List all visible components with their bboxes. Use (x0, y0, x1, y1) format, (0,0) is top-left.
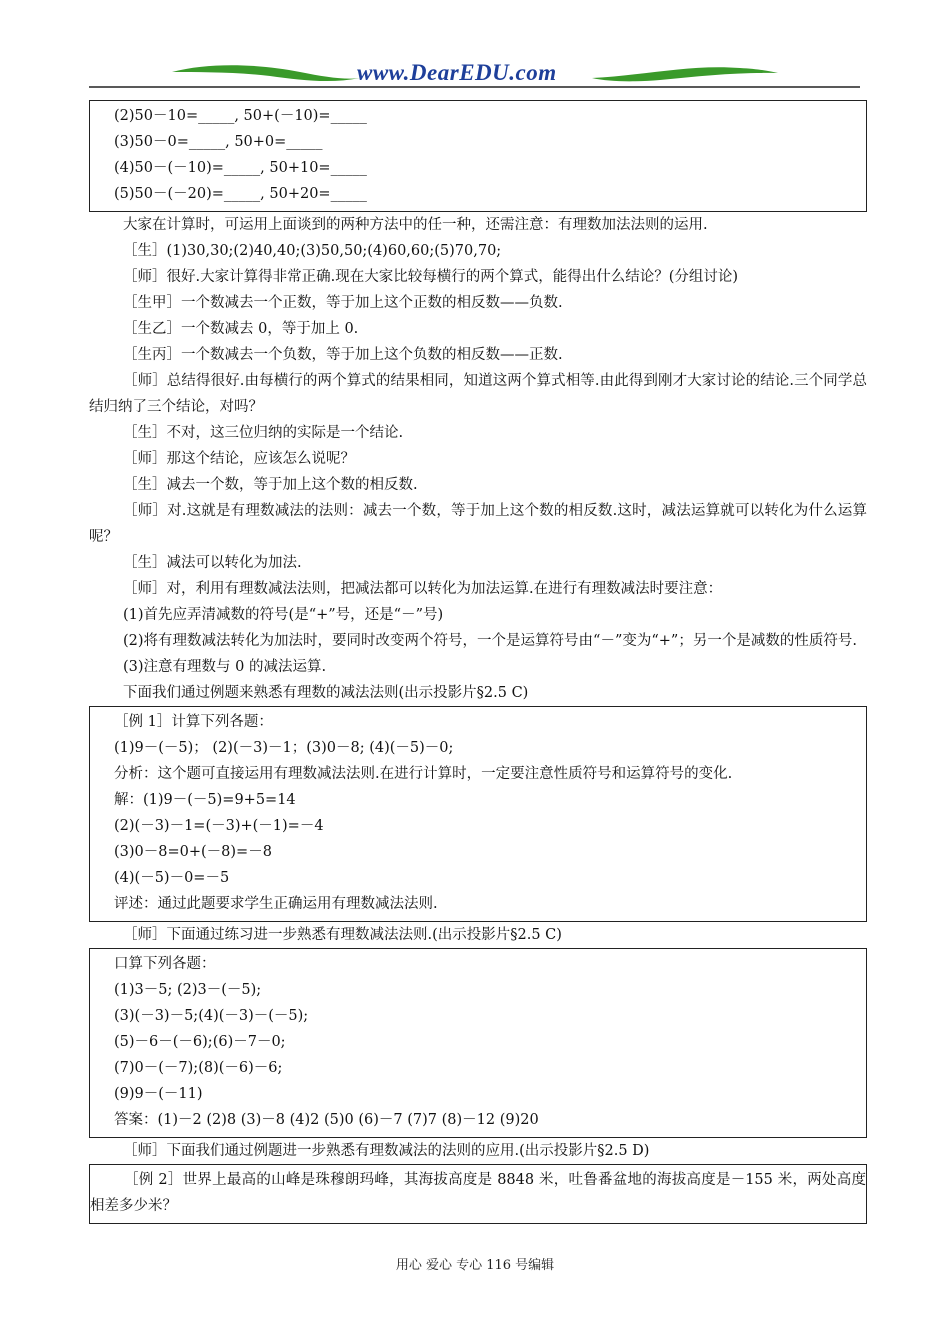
dialogue-line: ［生甲］一个数减去一个正数，等于加上这个正数的相反数——负数. (123, 295, 563, 311)
example-2-text: ［例 2］世界上最高的山峰是珠穆朗玛峰，其海拔高度是 8848 米，吐鲁番盆地的海拔高度是－155 米，两处高度相差多少米？ (90, 1172, 866, 1214)
page-footer: 用心 爱心 专心 116 号编辑 (395, 1258, 555, 1273)
document-body (89, 100, 867, 1224)
example-2-box (89, 1164, 867, 1224)
dialogue-line: 大家在计算时，可运用上面谈到的两种方法中的任一种，还需注意：有理数加法法则的运用. (123, 217, 708, 233)
transition-line: ［师］下面通过练习进一步熟悉有理数减法法则.(出示投影片§2.5 C) (123, 927, 562, 943)
dialogue-line: ［生］不对，这三位归纳的实际是一个结论. (123, 425, 404, 441)
exercise-box-2 (89, 948, 867, 1138)
exercise-line: (3)(－3)－5;(4)(－3)－(－5); (114, 1008, 309, 1024)
example-1-line: (2)(－3)－1=(－3)+(－1)=－4 (114, 818, 324, 834)
example-1-line: (4)(－5)－0=－5 (114, 870, 230, 886)
example-1-line: (1)9－(－5)； (2)(－3)－1；(3)0－8; (4)(－5)－0; (114, 740, 454, 756)
box1-line: (3)50－0=_____, 50+0=_____ (114, 134, 323, 150)
exercise-answers: 答案：(1)－2 (2)8 (3)－8 (4)2 (5)0 (6)－7 (7)7 (8)－12 (9)20 (114, 1112, 539, 1128)
box1-line: (4)50－(－10)=_____, 50+10=_____ (114, 160, 367, 176)
left-swoosh (172, 65, 360, 81)
example-1-line: 分析：这个题可直接运用有理数减法法则.在进行计算时，一定要注意性质符号和运算符号的变化. (114, 766, 733, 782)
right-swoosh (592, 67, 778, 81)
example-1-line: 评述：通过此题要求学生正确运用有理数减法法则. (114, 896, 438, 912)
dialogue-line: ［师］很好.大家计算得非常正确.现在大家比较每横行的两个算式，能得出什么结论？(分组讨论) (123, 269, 739, 285)
page-header (0, 0, 950, 100)
example-1-line: (3)0－8=0+(－8)=－8 (114, 844, 272, 860)
example-1-line: 解：(1)9－(－5)=9+5=14 (114, 792, 296, 808)
rule-paragraph: ［师］对.这就是有理数减法的法则：减去一个数，等于加上这个数的相反数.这时，减法运算就可以转化为什么运算呢？ (89, 503, 867, 545)
exercise-line: (9)9－(－11) (114, 1086, 203, 1102)
exercise-line: (5)－6－(－6);(6)－7－0; (114, 1034, 286, 1050)
dialogue-line: ［生］减法可以转化为加法. (123, 555, 302, 571)
exercise-line: (7)0－(－7);(8)(－6)－6; (114, 1060, 283, 1076)
dialogue-line: (3)注意有理数与 0 的减法运算. (123, 659, 327, 675)
example-1-line: ［例 1］计算下列各题： (114, 714, 273, 730)
dialogue-line: 下面我们通过例题来熟悉有理数的减法法则(出示投影片§2.5 C) (123, 685, 529, 701)
box1-line: (2)50－10=_____, 50+(－10)=_____ (114, 108, 367, 124)
dialogue-line: ［生丙］一个数减去一个负数，等于加上这个负数的相反数——正数. (123, 347, 563, 363)
dialogue-line: ［生乙］一个数减去 0，等于加上 0. (123, 321, 359, 337)
summary-paragraph: ［师］总结得很好.由每横行的两个算式的结果相同，知道这两个算式相等.由此得到刚才大家讨论的结论.三个同学总结归纳了三个结论，对吗？ (89, 373, 867, 415)
exercise-line: 口算下列各题： (114, 956, 216, 972)
dialogue-line: (1)首先应弄清减数的符号(是“+”号，还是“－”号) (123, 607, 444, 623)
dialogue-line: ［生］减去一个数，等于加上这个数的相反数. (123, 477, 418, 493)
note-paragraph: (2)将有理数减法转化为加法时，要同时改变两个符号，一个是运算符号由“－”变为“+”；另一个是减数的性质符号. (123, 633, 857, 649)
transition-line: ［师］下面我们通过例题进一步熟悉有理数减法的法则的应用.(出示投影片§2.5 D) (123, 1143, 650, 1159)
site-logo-text: www.DearEDU.com (357, 60, 557, 85)
dialogue-line: ［生］(1)30,30;(2)40,40;(3)50,50;(4)60,60;(5)70,70; (123, 243, 502, 259)
dialogue-line: ［师］那这个结论，应该怎么说呢？ (123, 451, 355, 467)
dialogue-line: ［师］对，利用有理数减法法则，把减法都可以转化为加法运算.在进行有理数减法时要注意： (123, 581, 723, 597)
exercise-line: (1)3－5; (2)3－(－5); (114, 982, 262, 998)
exercise-box-1 (89, 100, 867, 212)
example-1-box (89, 706, 867, 922)
box1-line: (5)50－(－20)=_____, 50+20=_____ (114, 186, 367, 202)
